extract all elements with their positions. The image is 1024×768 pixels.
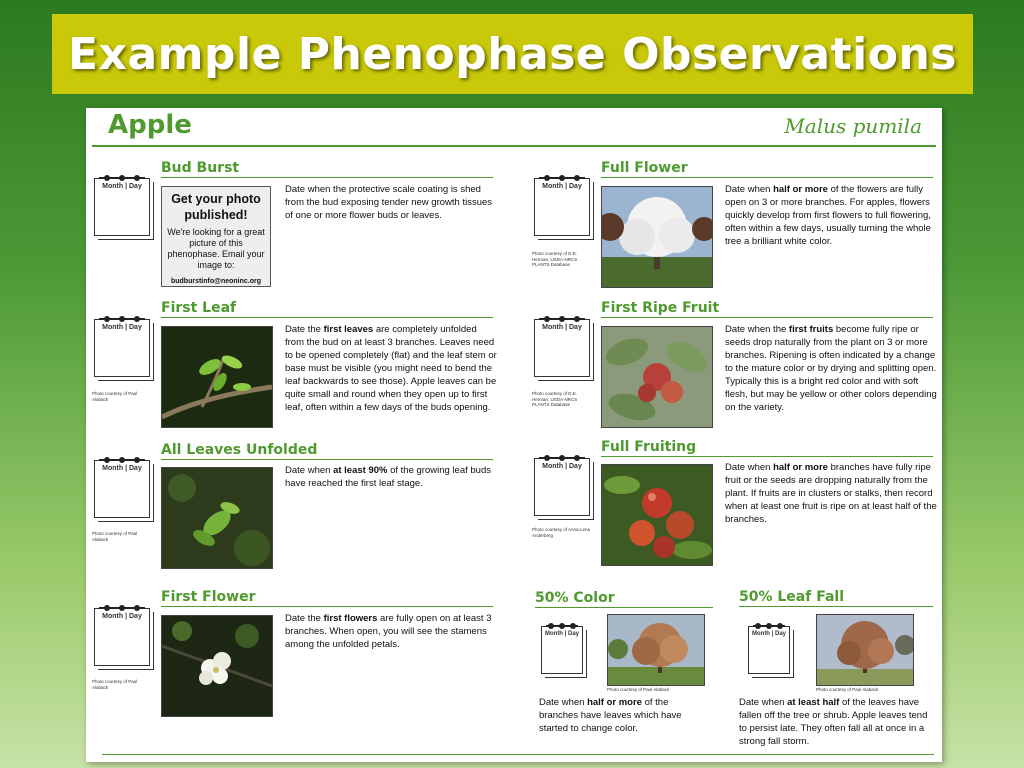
photo-credit-first-leaf: Photo courtesy of Paul Alaback bbox=[92, 391, 138, 402]
species-common-name: Apple bbox=[108, 110, 192, 140]
phase-title-first-flower: First Flower bbox=[161, 589, 493, 607]
phase-title-all-leaves-unfolded: All Leaves Unfolded bbox=[161, 442, 493, 460]
calendar-label: Month | Day bbox=[542, 183, 582, 190]
slide-title: Example Phenophase Observations bbox=[68, 28, 957, 80]
calendar-label: Month | Day bbox=[102, 324, 142, 331]
photo-request-heading: Get your photo published! bbox=[171, 192, 261, 222]
calendar-label: Month | Day bbox=[102, 183, 142, 190]
photo-credit-50-leaf-fall: Photo courtesy of Paul Alaback bbox=[816, 687, 879, 692]
photo-credit-first-flower: Photo courtesy of Paul Alaback bbox=[92, 679, 138, 690]
phase-title-first-ripe-fruit: First Ripe Fruit bbox=[601, 300, 933, 318]
date-calendar-first-flower[interactable] bbox=[94, 608, 150, 666]
date-calendar-50-leaf-fall[interactable] bbox=[748, 626, 790, 674]
photo-first-ripe-fruit bbox=[601, 326, 713, 428]
photo-first-flower bbox=[161, 615, 273, 717]
phenophase-sheet bbox=[86, 108, 942, 762]
photo-request-email[interactable]: budburstinfo@neoninc.org bbox=[170, 278, 262, 285]
photo-50-leaf-fall bbox=[816, 614, 914, 686]
date-calendar-all-leaves-unfolded[interactable] bbox=[94, 460, 150, 518]
phase-desc-first-flower: Date the first flowers are fully open on at least 3 branches. When open, you will see the stamens among the unfolded petals. bbox=[285, 613, 492, 650]
phase-title-full-fruiting: Full Fruiting bbox=[601, 439, 933, 457]
calendar-label: Month | Day bbox=[542, 324, 582, 331]
photo-credit-full-flower: Photo courtesy of D.E. Herman, USDA-NRCS PLANTS Database bbox=[532, 251, 578, 267]
phase-title-first-leaf: First Leaf bbox=[161, 300, 493, 318]
phase-desc-first-leaf: Date the first leaves are completely unfolded from the bud on at least 3 branches. Leaves need to be opened completely (flat) and the leaf stem or base must be visible (you might need to bend the leaf backwards to see those). Apple leaves can be quite small and round when they open up to first leaf, often within a few days of the buds opening. bbox=[285, 324, 497, 413]
phase-desc-first-ripe-fruit: Date when the first fruits become fully ripe or seeds drop naturally from the plant on 3 or more branches. Ripening is often indicated by a change to the mature color or by drying and splitting open. Typically this is a bright red color and with soft flesh, but may be yellow or other colors depending on the variety. bbox=[725, 324, 937, 413]
title-banner bbox=[52, 14, 973, 94]
calendar-label: Month | Day bbox=[751, 631, 786, 637]
date-calendar-full-flower[interactable] bbox=[534, 178, 590, 236]
date-calendar-50-color[interactable] bbox=[541, 626, 583, 674]
calendar-label: Month | Day bbox=[102, 613, 142, 620]
calendar-label: Month | Day bbox=[544, 631, 579, 637]
calendar-label: Month | Day bbox=[542, 463, 582, 470]
phase-desc-50-color: Date when half or more of the branches have leaves which have started to change color. bbox=[539, 697, 682, 734]
phase-desc-50-leaf-fall: Date when at least half of the leaves have fallen off the tree or shrub. Apple leaves tend to persist late. They often fall all at once in a strong fall storm. bbox=[739, 697, 928, 747]
phase-desc-full-fruiting: Date when half or more branches have fully ripe fruit or the seeds are dropping naturally from the plant. If fruits are in clusters or stalks, then record when at least one fruit is ripe on at least half of the branches. bbox=[725, 462, 937, 525]
header-divider bbox=[92, 145, 936, 147]
phase-desc-all-leaves-unfolded: Date when at least 90% of the growing leaf buds have reached the first leaf stage. bbox=[285, 465, 491, 489]
photo-full-fruiting bbox=[601, 464, 713, 566]
photo-all-leaves-unfolded bbox=[161, 467, 273, 569]
photo-credit-50-color: Photo courtesy of Paul Alaback bbox=[607, 687, 670, 692]
phase-title-bud-burst: Bud Burst bbox=[161, 160, 493, 178]
phase-desc-bud-burst: Date when the protective scale coating is shed from the bud exposing tender new growth tissues of one or more flower buds or leaves. bbox=[285, 184, 493, 221]
date-calendar-full-fruiting[interactable] bbox=[534, 458, 590, 516]
photo-credit-first-ripe-fruit: Photo courtesy of D.E. Herman, USDA-NRCS PLANTS Database bbox=[532, 391, 578, 407]
calendar-label: Month | Day bbox=[102, 465, 142, 472]
phase-title-50-color: 50% Color bbox=[535, 590, 713, 608]
photo-request-box bbox=[161, 186, 271, 287]
photo-full-flower bbox=[601, 186, 713, 288]
photo-credit-all-leaves: Photo courtesy of Paul Alaback bbox=[92, 531, 138, 542]
species-latin-name: Malus pumila bbox=[784, 114, 922, 138]
date-calendar-bud-burst[interactable] bbox=[94, 178, 150, 236]
date-calendar-first-leaf[interactable] bbox=[94, 319, 150, 377]
date-calendar-first-ripe-fruit[interactable] bbox=[534, 319, 590, 377]
phase-title-50-leaf-fall: 50% Leaf Fall bbox=[739, 589, 933, 607]
footer-divider bbox=[102, 754, 934, 755]
photo-credit-full-fruiting: Photo courtesy of Anna-Lena Anderberg bbox=[532, 527, 591, 538]
phase-title-full-flower: Full Flower bbox=[601, 160, 933, 178]
photo-first-leaf bbox=[161, 326, 273, 428]
photo-request-body: We're looking for a great picture of this phenophase. Email your image to: bbox=[167, 227, 265, 270]
photo-50-color bbox=[607, 614, 705, 686]
phase-desc-full-flower: Date when half or more of the flowers are fully open on 3 or more branches. For apples, flowers quickly develop from first flowers to full flowering, often within a few days, usually turning the whole tree a brilliant white color. bbox=[725, 184, 931, 247]
